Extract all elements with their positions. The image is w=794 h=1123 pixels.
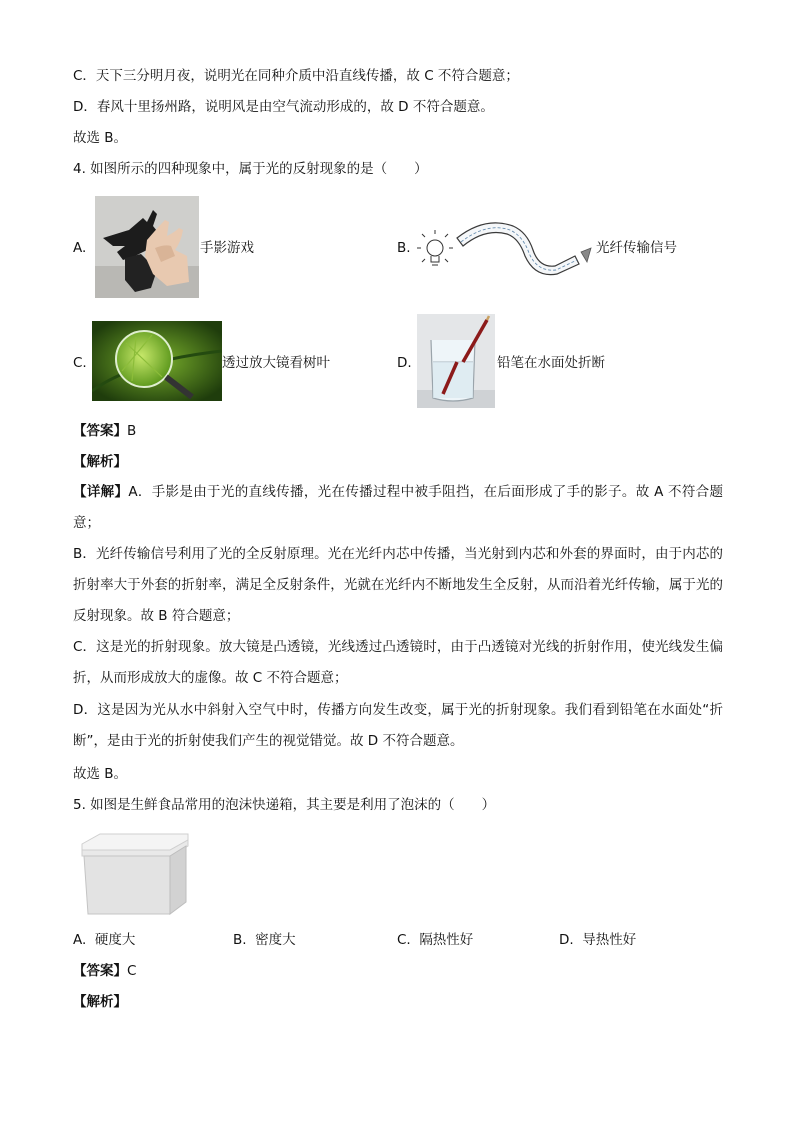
q5-option-b <box>233 930 296 950</box>
q4-analysis-tag: 【解析】 <box>73 454 127 470</box>
prev-conclusion: 故选 B。 <box>73 130 128 146</box>
q4-option-a-caption: 手影游戏 <box>200 240 254 256</box>
q4-option-c-caption: 透过放大镜看树叶 <box>222 355 330 371</box>
q5-analysis-tag: 【解析】 <box>73 994 127 1010</box>
q4-detail-a <box>73 477 723 539</box>
q5-option-a-text: 硬度大 <box>94 932 136 948</box>
q5-option-d <box>559 930 636 950</box>
q4-detail-c: C．这是光的折射现象。放大镜是凸透镜，光线透过凸透镜时，由于凸透镜对光线的折射作用，使光线发生偏折，从而形成放大的虚像。故 C 不符合题意； <box>73 639 723 686</box>
q5-option-c-text: 隔热性好 <box>419 932 474 948</box>
q4-detail-b: B．光纤传输信号利用了光的全反射原理。光在光纤内芯中传播，当光射到内芯和外套的界面时，由于内芯的折射率大于外套的折射率，满足全反射条件，光就在光纤内不断地发生全反射，从而沿着光纤传输，属于光的反射现象。故 B 符合题意； <box>73 546 723 624</box>
q4-answer <box>73 421 136 441</box>
q4-option-b-caption: 光纤传输信号 <box>596 240 677 256</box>
q4-conclusion: 故选 B。 <box>73 766 128 782</box>
q4-option-b-letter: B. <box>397 240 411 256</box>
q5-option-a <box>73 930 135 950</box>
q5-option-a-letter: A. <box>73 932 87 948</box>
q4-stem: 4. 如图所示的四种现象中，属于光的反射现象的是（ ） <box>73 161 428 177</box>
q5-stem: 5. 如图是生鲜食品常用的泡沫快递箱，其主要是利用了泡沫的（ ） <box>73 797 496 813</box>
answer-tag: 【答案】 <box>73 963 127 979</box>
prev-option-c-text: C．天下三分明月夜，说明光在同种介质中沿直线传播，故 C 不符合题意； <box>73 68 519 84</box>
hand-shadow-image <box>95 196 199 298</box>
q4-option-a-letter: A. <box>73 240 87 256</box>
pencil-in-water-image <box>417 314 495 408</box>
answer-value: C <box>127 963 137 979</box>
q5-option-c <box>397 930 473 950</box>
q5-option-b-letter: B. <box>233 932 247 948</box>
answer-value: B <box>127 423 137 439</box>
detail-a-text: A．手影是由于光的直线传播，光在传播过程中被手阻挡，在后面形成了手的影子。故 A 不符合题意； <box>73 484 724 531</box>
detail-tag: 【详解】 <box>73 484 129 500</box>
magnifier-leaf-image <box>92 321 222 401</box>
q4-option-d-letter: D. <box>397 355 412 371</box>
answer-tag: 【答案】 <box>73 423 127 439</box>
foam-box-image <box>78 830 190 918</box>
q5-answer <box>73 961 136 981</box>
q5-option-d-text: 导热性好 <box>582 932 637 948</box>
q4-detail-d: D．这是因为光从水中斜射入空气中时，传播方向发生改变，属于光的折射现象。我们看到铅笔在水面处“折断”，是由于光的折射使我们产生的视觉错觉。故 D 不符合题意。 <box>73 702 723 749</box>
optical-fiber-image <box>415 208 595 278</box>
q4-option-c-letter: C. <box>73 355 87 371</box>
q5-option-b-text: 密度大 <box>255 932 296 948</box>
q5-option-c-letter: C. <box>397 932 411 948</box>
prev-option-d-text: D．春风十里扬州路，说明风是由空气流动形成的，故 D 不符合题意。 <box>73 99 494 115</box>
q5-option-d-letter: D. <box>559 932 574 948</box>
q4-option-d-caption: 铅笔在水面处折断 <box>497 355 605 371</box>
